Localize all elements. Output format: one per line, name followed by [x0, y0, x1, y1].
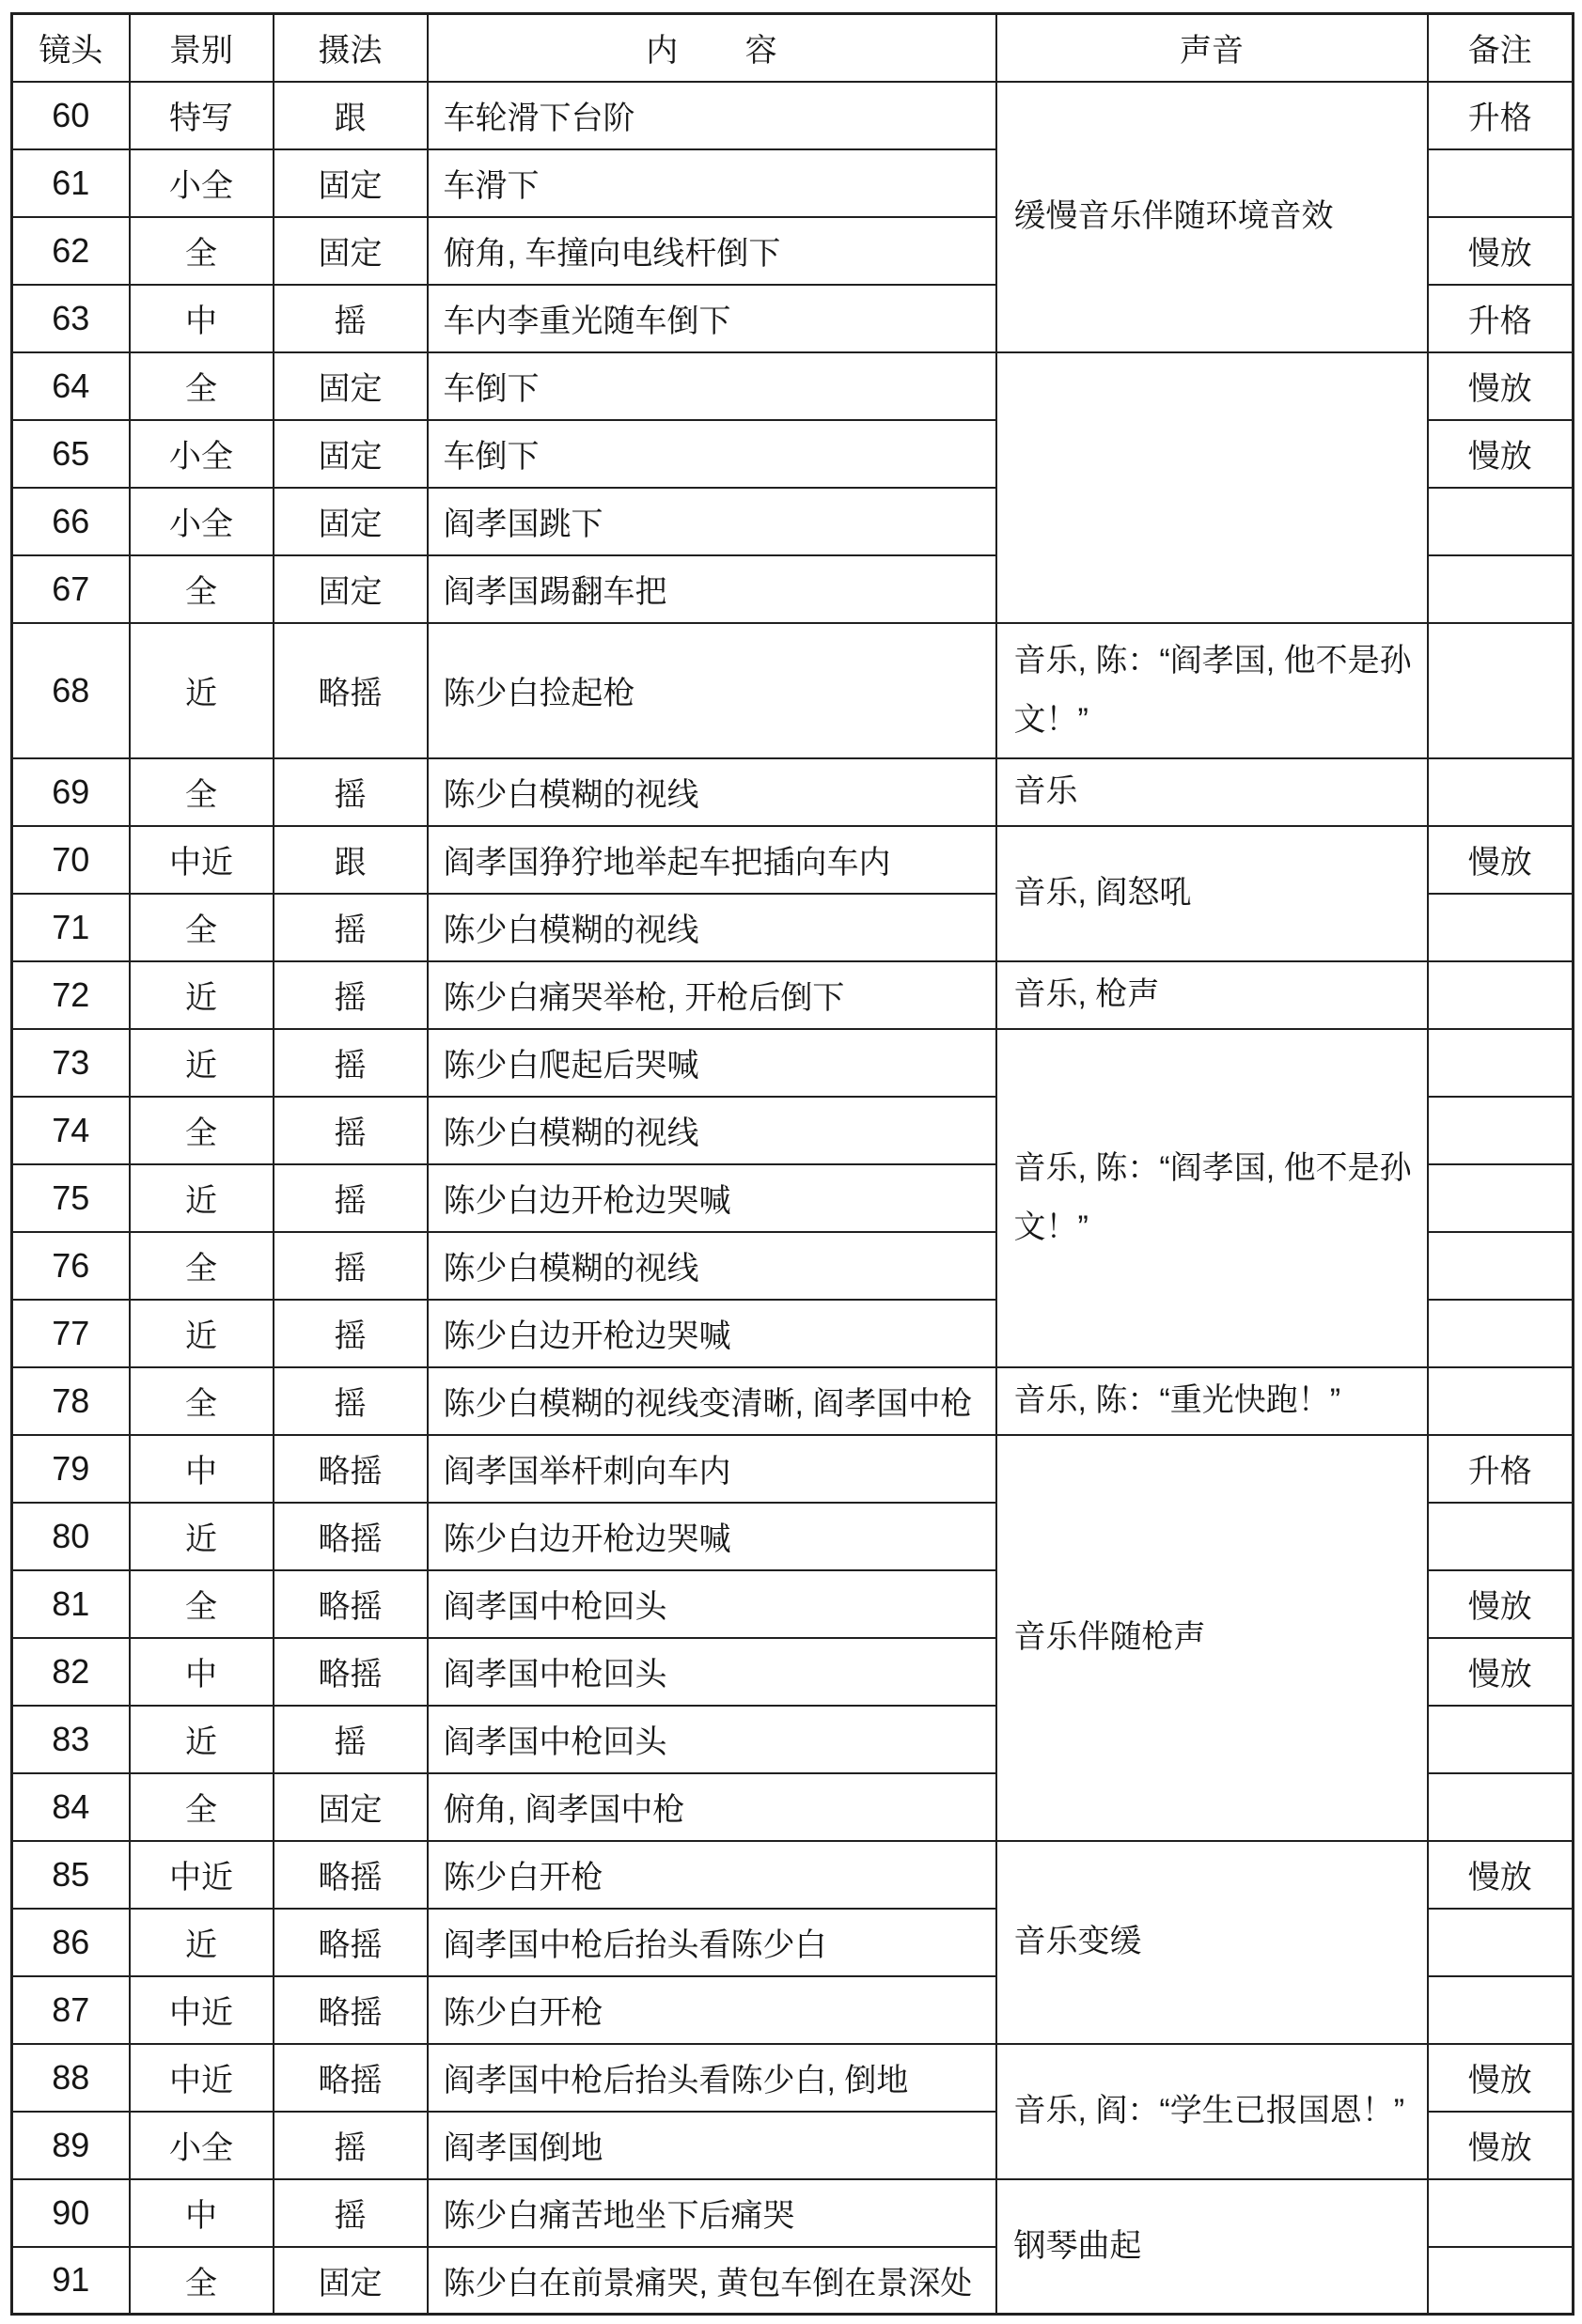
col-header-method: 摄法 — [274, 14, 428, 82]
content-cell: 陈少白模糊的视线 — [428, 758, 996, 826]
col-header-shot: 镜头 — [12, 14, 130, 82]
shot-scale-cell: 近 — [130, 961, 274, 1029]
table-row — [12, 758, 1574, 826]
content-cell: 阎孝国狰狞地举起车把插向车内 — [428, 826, 996, 894]
shot-scale-cell: 近 — [130, 1706, 274, 1773]
shot-number-cell: 75 — [12, 1164, 130, 1232]
camera-method-cell: 跟 — [274, 82, 428, 149]
shot-scale-cell: 中 — [130, 2179, 274, 2247]
sound-cell: 音乐, 枪声 — [996, 961, 1428, 1029]
note-cell — [1428, 1909, 1574, 1976]
camera-method-cell: 摇 — [274, 1706, 428, 1773]
camera-method-cell: 摇 — [274, 1164, 428, 1232]
note-cell — [1428, 149, 1574, 217]
shot-number-cell: 72 — [12, 961, 130, 1029]
shot-scale-cell: 中近 — [130, 1841, 274, 1909]
content-cell: 陈少白模糊的视线 — [428, 1097, 996, 1164]
note-cell — [1428, 758, 1574, 826]
note-cell — [1428, 1773, 1574, 1841]
camera-method-cell: 略摇 — [274, 623, 428, 758]
content-cell: 陈少白在前景痛哭, 黄包车倒在景深处 — [428, 2247, 996, 2315]
camera-method-cell: 摇 — [274, 2179, 428, 2247]
shot-number-cell: 91 — [12, 2247, 130, 2315]
content-cell: 陈少白爬起后哭喊 — [428, 1029, 996, 1097]
content-cell: 车倒下 — [428, 420, 996, 488]
content-cell: 阎孝国跳下 — [428, 488, 996, 555]
content-cell: 陈少白边开枪边哭喊 — [428, 1164, 996, 1232]
shot-number-cell: 71 — [12, 894, 130, 961]
sound-cell: 音乐, 阎怒吼 — [996, 826, 1428, 961]
shot-scale-cell: 近 — [130, 1029, 274, 1097]
shot-scale-cell: 中近 — [130, 1976, 274, 2044]
table-row — [12, 352, 1574, 420]
content-cell: 陈少白痛苦地坐下后痛哭 — [428, 2179, 996, 2247]
content-cell: 阎孝国举杆刺向车内 — [428, 1435, 996, 1503]
content-cell: 车内李重光随车倒下 — [428, 285, 996, 352]
camera-method-cell: 略摇 — [274, 1909, 428, 1976]
camera-method-cell: 摇 — [274, 1232, 428, 1300]
shot-number-cell: 80 — [12, 1503, 130, 1570]
table-row — [12, 623, 1574, 758]
camera-method-cell: 略摇 — [274, 1570, 428, 1638]
note-cell: 慢放 — [1428, 217, 1574, 285]
note-cell — [1428, 1976, 1574, 2044]
shot-number-cell: 60 — [12, 82, 130, 149]
shot-number-cell: 86 — [12, 1909, 130, 1976]
shot-number-cell: 68 — [12, 623, 130, 758]
storyboard-table-body — [12, 82, 1574, 2315]
camera-method-cell: 摇 — [274, 961, 428, 1029]
note-cell: 慢放 — [1428, 2044, 1574, 2112]
shot-number-cell: 61 — [12, 149, 130, 217]
shot-scale-cell: 全 — [130, 352, 274, 420]
shot-number-cell: 76 — [12, 1232, 130, 1300]
shot-number-cell: 65 — [12, 420, 130, 488]
sound-cell: 音乐伴随枪声 — [996, 1435, 1428, 1841]
shot-scale-cell: 小全 — [130, 2112, 274, 2179]
note-cell: 慢放 — [1428, 420, 1574, 488]
camera-method-cell: 固定 — [274, 1773, 428, 1841]
camera-method-cell: 固定 — [274, 217, 428, 285]
shot-number-cell: 77 — [12, 1300, 130, 1367]
shot-number-cell: 84 — [12, 1773, 130, 1841]
note-cell: 慢放 — [1428, 1570, 1574, 1638]
camera-method-cell: 固定 — [274, 149, 428, 217]
shot-scale-cell: 近 — [130, 623, 274, 758]
col-header-scale: 景别 — [130, 14, 274, 82]
note-cell — [1428, 961, 1574, 1029]
sound-cell: 音乐 — [996, 758, 1428, 826]
sound-cell: 音乐, 陈：“阎孝国, 他不是孙文！” — [996, 1029, 1428, 1367]
shot-number-cell: 69 — [12, 758, 130, 826]
content-cell: 陈少白痛哭举枪, 开枪后倒下 — [428, 961, 996, 1029]
camera-method-cell: 略摇 — [274, 1503, 428, 1570]
camera-method-cell: 摇 — [274, 1097, 428, 1164]
shot-scale-cell: 全 — [130, 555, 274, 623]
note-cell — [1428, 894, 1574, 961]
shot-scale-cell: 近 — [130, 1300, 274, 1367]
note-cell: 慢放 — [1428, 1841, 1574, 1909]
shot-scale-cell: 中近 — [130, 826, 274, 894]
shot-number-cell: 79 — [12, 1435, 130, 1503]
content-cell: 车轮滑下台阶 — [428, 82, 996, 149]
table-row — [12, 1029, 1574, 1097]
shot-scale-cell: 小全 — [130, 420, 274, 488]
camera-method-cell: 固定 — [274, 352, 428, 420]
sound-cell: 音乐, 阎：“学生已报国恩！” — [996, 2044, 1428, 2179]
shot-scale-cell: 全 — [130, 1773, 274, 1841]
shot-number-cell: 87 — [12, 1976, 130, 2044]
shot-number-cell: 82 — [12, 1638, 130, 1706]
shot-scale-cell: 中 — [130, 1435, 274, 1503]
camera-method-cell: 固定 — [274, 420, 428, 488]
content-cell: 车倒下 — [428, 352, 996, 420]
camera-method-cell: 摇 — [274, 1029, 428, 1097]
sound-cell — [996, 352, 1428, 623]
content-cell: 陈少白模糊的视线 — [428, 1232, 996, 1300]
note-cell — [1428, 1029, 1574, 1097]
shot-scale-cell: 小全 — [130, 149, 274, 217]
shot-scale-cell: 中 — [130, 285, 274, 352]
col-header-content — [428, 14, 996, 82]
shot-number-cell: 70 — [12, 826, 130, 894]
camera-method-cell: 略摇 — [274, 2044, 428, 2112]
camera-method-cell: 摇 — [274, 758, 428, 826]
shot-scale-cell: 全 — [130, 758, 274, 826]
shot-number-cell: 81 — [12, 1570, 130, 1638]
shot-scale-cell: 中近 — [130, 2044, 274, 2112]
content-cell: 阎孝国中枪回头 — [428, 1706, 996, 1773]
sound-cell: 缓慢音乐伴随环境音效 — [996, 82, 1428, 352]
note-cell — [1428, 1300, 1574, 1367]
note-cell: 升格 — [1428, 285, 1574, 352]
camera-method-cell: 略摇 — [274, 1841, 428, 1909]
shot-scale-cell: 近 — [130, 1503, 274, 1570]
table-row — [12, 961, 1574, 1029]
camera-method-cell: 固定 — [274, 488, 428, 555]
table-row — [12, 1367, 1574, 1435]
note-cell — [1428, 623, 1574, 758]
col-header-sound: 声音 — [996, 14, 1428, 82]
shot-scale-cell: 小全 — [130, 488, 274, 555]
table-row — [12, 826, 1574, 894]
note-cell — [1428, 2247, 1574, 2315]
camera-method-cell: 摇 — [274, 1367, 428, 1435]
shot-number-cell: 63 — [12, 285, 130, 352]
shot-scale-cell: 中 — [130, 1638, 274, 1706]
content-cell: 俯角, 车撞向电线杆倒下 — [428, 217, 996, 285]
note-cell — [1428, 1706, 1574, 1773]
camera-method-cell: 略摇 — [274, 1638, 428, 1706]
shot-number-cell: 62 — [12, 217, 130, 285]
camera-method-cell: 摇 — [274, 285, 428, 352]
shot-scale-cell: 全 — [130, 1367, 274, 1435]
note-cell: 慢放 — [1428, 2112, 1574, 2179]
shot-number-cell: 66 — [12, 488, 130, 555]
shot-scale-cell: 近 — [130, 1909, 274, 1976]
sound-cell: 音乐, 陈：“重光快跑！” — [996, 1367, 1428, 1435]
content-cell: 阎孝国中枪后抬头看陈少白 — [428, 1909, 996, 1976]
shot-number-cell: 73 — [12, 1029, 130, 1097]
note-cell — [1428, 2179, 1574, 2247]
note-cell — [1428, 1232, 1574, 1300]
content-cell: 阎孝国中枪回头 — [428, 1638, 996, 1706]
note-cell — [1428, 1097, 1574, 1164]
note-cell — [1428, 1164, 1574, 1232]
content-cell: 陈少白模糊的视线 — [428, 894, 996, 961]
col-header-content-label: 内容 — [646, 33, 845, 70]
shot-scale-cell: 近 — [130, 1164, 274, 1232]
shot-number-cell: 83 — [12, 1706, 130, 1773]
shot-number-cell: 88 — [12, 2044, 130, 2112]
shot-number-cell: 90 — [12, 2179, 130, 2247]
content-cell: 陈少白开枪 — [428, 1976, 996, 2044]
camera-method-cell: 摇 — [274, 2112, 428, 2179]
shot-scale-cell: 全 — [130, 217, 274, 285]
note-cell: 升格 — [1428, 82, 1574, 149]
content-cell: 阎孝国中枪后抬头看陈少白, 倒地 — [428, 2044, 996, 2112]
shot-number-cell: 64 — [12, 352, 130, 420]
sound-cell: 音乐变缓 — [996, 1841, 1428, 2044]
camera-method-cell: 摇 — [274, 894, 428, 961]
camera-method-cell: 摇 — [274, 1300, 428, 1367]
note-cell — [1428, 488, 1574, 555]
shot-number-cell: 74 — [12, 1097, 130, 1164]
note-cell — [1428, 555, 1574, 623]
note-cell — [1428, 1367, 1574, 1435]
content-cell: 陈少白捡起枪 — [428, 623, 996, 758]
sound-cell: 音乐, 陈：“阎孝国, 他不是孙文！” — [996, 623, 1428, 758]
shot-number-cell: 89 — [12, 2112, 130, 2179]
shot-scale-cell: 特写 — [130, 82, 274, 149]
content-cell: 俯角, 阎孝国中枪 — [428, 1773, 996, 1841]
shot-number-cell: 78 — [12, 1367, 130, 1435]
content-cell: 陈少白模糊的视线变清晰, 阎孝国中枪 — [428, 1367, 996, 1435]
camera-method-cell: 固定 — [274, 2247, 428, 2315]
table-header-row — [12, 14, 1574, 82]
content-cell: 阎孝国倒地 — [428, 2112, 996, 2179]
shot-scale-cell: 全 — [130, 1097, 274, 1164]
content-cell: 陈少白边开枪边哭喊 — [428, 1503, 996, 1570]
camera-method-cell: 固定 — [274, 555, 428, 623]
content-cell: 车滑下 — [428, 149, 996, 217]
note-cell: 慢放 — [1428, 1638, 1574, 1706]
note-cell: 慢放 — [1428, 826, 1574, 894]
table-row — [12, 2179, 1574, 2247]
table-row — [12, 1841, 1574, 1909]
table-row — [12, 82, 1574, 149]
shot-scale-cell: 全 — [130, 1570, 274, 1638]
note-cell: 慢放 — [1428, 352, 1574, 420]
note-cell — [1428, 1503, 1574, 1570]
sound-cell: 钢琴曲起 — [996, 2179, 1428, 2315]
camera-method-cell: 跟 — [274, 826, 428, 894]
camera-method-cell: 略摇 — [274, 1976, 428, 2044]
shot-number-cell: 85 — [12, 1841, 130, 1909]
col-header-note: 备注 — [1428, 14, 1574, 82]
content-cell: 阎孝国踢翻车把 — [428, 555, 996, 623]
shot-number-cell: 67 — [12, 555, 130, 623]
content-cell: 阎孝国中枪回头 — [428, 1570, 996, 1638]
note-cell: 升格 — [1428, 1435, 1574, 1503]
content-cell: 陈少白边开枪边哭喊 — [428, 1300, 996, 1367]
shot-scale-cell: 全 — [130, 894, 274, 961]
content-cell: 陈少白开枪 — [428, 1841, 996, 1909]
table-row — [12, 1435, 1574, 1503]
camera-method-cell: 略摇 — [274, 1435, 428, 1503]
storyboard-table — [10, 12, 1574, 2316]
shot-scale-cell: 全 — [130, 2247, 274, 2315]
table-row — [12, 2044, 1574, 2112]
shot-scale-cell: 全 — [130, 1232, 274, 1300]
